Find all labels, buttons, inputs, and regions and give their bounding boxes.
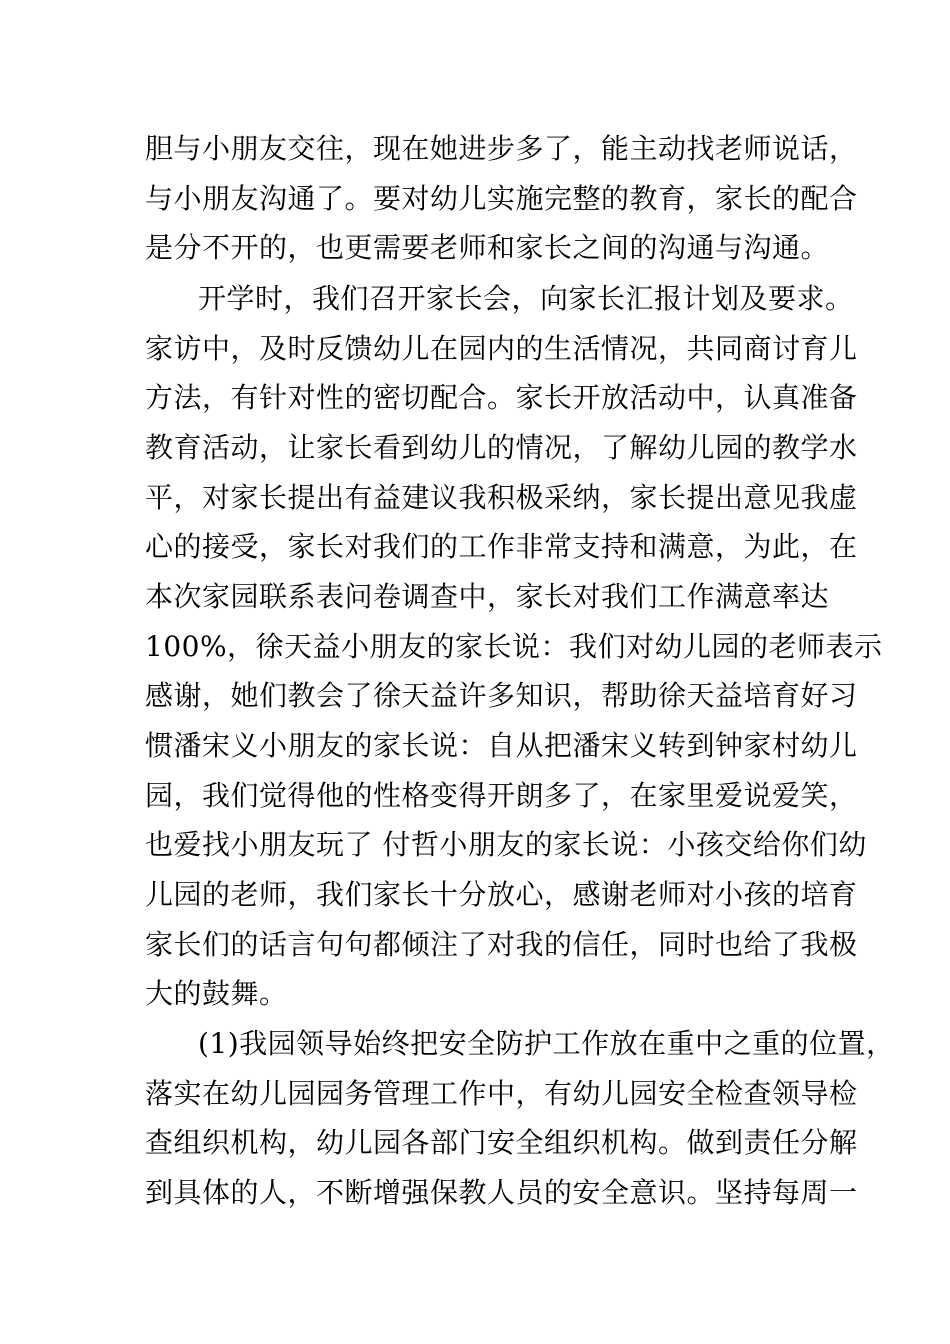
text-line: 平，对家长提出有益建议我积极采纳，家长提出意见我虚 [145, 481, 858, 514]
text-line: 胆与小朋友交往，现在她进步多了，能主动找老师说话， [145, 132, 858, 165]
text-line: 家访中，及时反馈幼儿在园内的生活情况，共同商讨育儿 [145, 332, 858, 365]
text-line: 到具体的人，不断增强保教人员的安全意识。坚持每周一 [145, 1176, 858, 1209]
text-line: 大的鼓舞。 [145, 977, 288, 1010]
text-line: 查组织机构，幼儿园各部门安全组织机构。做到责任分解 [145, 1126, 858, 1159]
text-line: 100%，徐天益小朋友的家长说：我们对幼儿园的老师表示 [145, 630, 883, 663]
text-line: 园，我们觉得他的性格变得开朗多了，在家里爱说爱笑， [145, 779, 858, 812]
text-line: 开学时，我们召开家长会，向家长汇报计划及要求。 [198, 282, 854, 315]
text-line: 心的接受，家长对我们的工作非常支持和满意，为此，在 [145, 530, 858, 563]
text-line: 与小朋友沟通了。要对幼儿实施完整的教育，家长的配合 [145, 182, 858, 215]
text-line: 也爱找小朋友玩了 付哲小朋友的家长说：小孩交给你们幼 [145, 828, 867, 861]
text-line: 教育活动，让家长看到幼儿的情况，了解幼儿园的教学水 [145, 431, 858, 464]
text-line: 落实在幼儿园园务管理工作中，有幼儿园安全检查领导检 [145, 1077, 858, 1110]
text-line: (1)我园领导始终把安全防护工作放在重中之重的位置， [198, 1027, 895, 1060]
text-line: 感谢，她们教会了徐天益许多知识，帮助徐天益培育好习 [145, 679, 858, 712]
text-line: 方法，有针对性的密切配合。家长开放活动中，认真准备 [145, 381, 858, 414]
text-line: 惯潘宋义小朋友的家长说：自从把潘宋义转到钟家村幼儿 [145, 729, 858, 762]
text-line: 本次家园联系表问卷调查中，家长对我们工作满意率达 [145, 580, 830, 613]
text-line: 家长们的话言句句都倾注了对我的信任，同时也给了我极 [145, 928, 858, 961]
text-line: 是分不开的，也更需要老师和家长之间的沟通与沟通。 [145, 231, 830, 264]
text-line: 儿园的老师，我们家长十分放心，感谢老师对小孩的培育 [145, 878, 858, 911]
